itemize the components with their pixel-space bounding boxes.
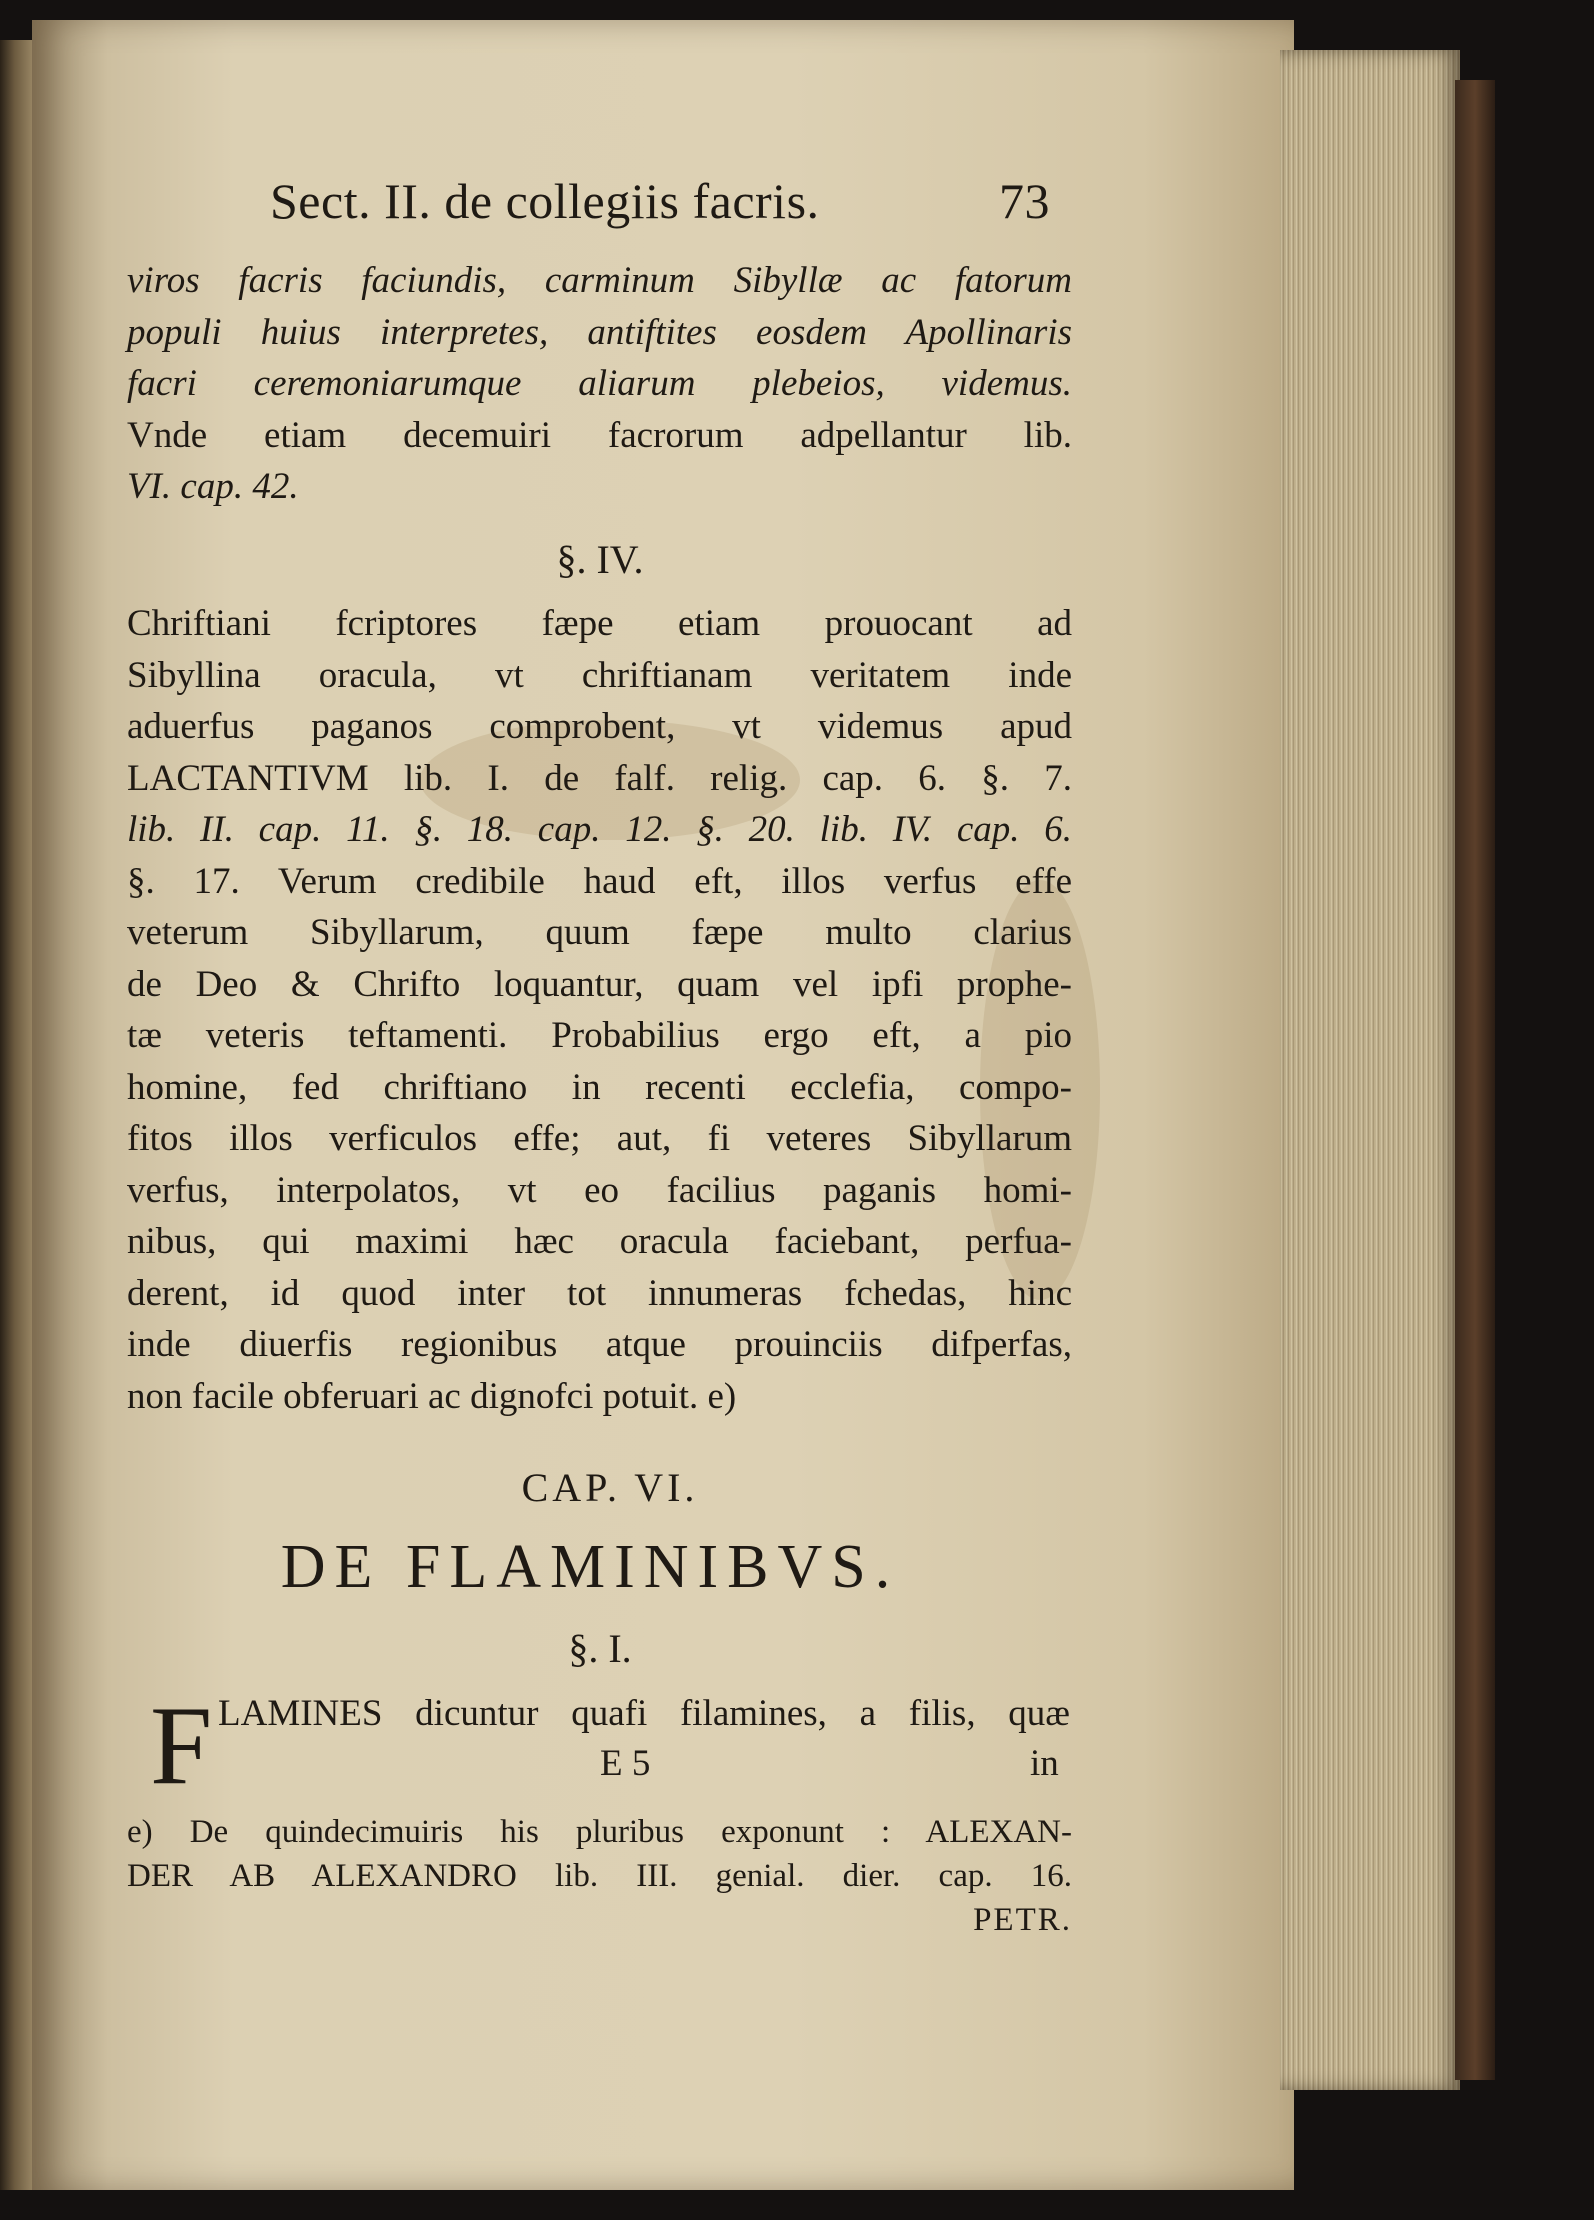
text-line: viros facris faciundis, carminum Sibyllæ ac fatorum: [127, 260, 1072, 301]
text-line: LAMINES dicuntur quafi filamines, a filis, quæ: [218, 1693, 1070, 1734]
page-block-edge: [1280, 50, 1460, 2090]
chapter-title: DE FLAMINIBVS.: [280, 1533, 900, 1601]
text-line: aduerfus paganos comprobent, vt videmus apud: [127, 706, 1072, 747]
text-line: Vnde etiam decemuiri facrorum adpellantur lib.: [127, 414, 1072, 456]
text-line: LACTANTIVM lib. I. de falf. relig. cap. 6. §. 7.: [127, 757, 1072, 799]
text-line: nibus, qui maximi hæc oracula faciebant, perfua-: [127, 1221, 1072, 1262]
text-line: homine, fed chriftiano in recenti ecclefia, compo-: [127, 1066, 1072, 1108]
text-line: derent, id quod inter tot innumeras fchedas, hinc: [127, 1272, 1072, 1314]
text-line: lib. II. cap. 11. §. 18. cap. 12. §. 20. lib. IV. cap. 6.: [127, 809, 1072, 850]
text-line: Chriftiani fcriptores fæpe etiam prouocant ad: [127, 603, 1072, 644]
text-line: Sibyllina oracula, vt chriftianam veritatem inde: [127, 654, 1072, 696]
text-line: de Deo & Chrifto loquantur, quam vel ipfi prophe-: [127, 963, 1072, 1005]
left-page-edge: [0, 40, 36, 2190]
footnote-line: e) De quindecimuiris his pluribus exponunt : ALEXAN-: [127, 1814, 1072, 1850]
text-line: populi huius interpretes, antiftites eosdem Apollinaris: [127, 311, 1072, 353]
text-line: veterum Sibyllarum, quum fæpe multo clarius: [127, 912, 1072, 953]
footnote-line: PETR.: [973, 1902, 1072, 1938]
text-line: §. 17. Verum credibile haud eft, illos verfus effe: [127, 860, 1072, 902]
text-line: facri ceremoniarumque aliarum plebeios, videmus.: [127, 363, 1072, 404]
top-text-block: [127, 255, 1072, 513]
text-line: verfus, interpolatos, vt eo facilius paganis homi-: [127, 1169, 1072, 1211]
text-line: tæ veteris teftamenti. Probabilius ergo eft, a pio: [127, 1015, 1072, 1056]
section-heading: §. IV.: [556, 537, 644, 582]
text-line: VI. cap. 42.: [127, 466, 299, 507]
section-heading: §. I.: [568, 1626, 632, 1671]
drop-cap: F: [150, 1684, 213, 1808]
chapter-label: CAP. VI.: [521, 1465, 699, 1510]
footnote-line: DER AB ALEXANDRO lib. III. genial. dier. cap. 16.: [127, 1858, 1072, 1894]
running-header: [270, 172, 1050, 242]
footnote: [127, 1810, 1072, 1942]
text-line: inde diuerfis regionibus atque prouinciis difperfas,: [127, 1324, 1072, 1365]
text-line: fitos illos verficulos effe; aut, fi veteres Sibyllarum: [127, 1118, 1072, 1159]
page-number: 73: [999, 173, 1050, 229]
catchword: in: [1030, 1743, 1059, 1784]
header-title: Sect. II. de collegiis facris.: [270, 173, 820, 229]
paragraph-block: [127, 598, 1072, 1422]
signature-mark: E 5: [600, 1743, 651, 1784]
cover-edge: [1455, 80, 1495, 2080]
text-line: non facile obferuari ac dignofci potuit. e): [127, 1375, 737, 1417]
